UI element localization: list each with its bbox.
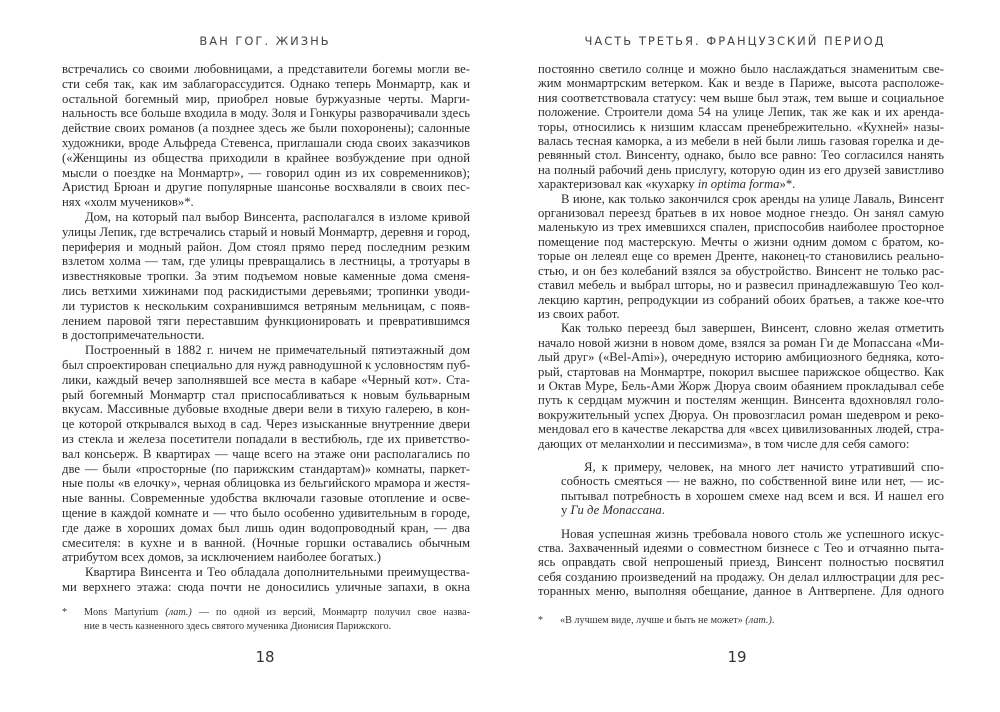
text-line: торанных меню, выполняя обещание, данное в Антверпене. Для одного: [538, 584, 944, 599]
text-line: торы, относились к низшим классам пренебрежительно. «Кухней» назы-: [538, 119, 944, 134]
text-line: В июне, как только закончился срок аренды на улице Лаваль, Винсент: [561, 191, 944, 206]
footnote-text: [84, 606, 470, 633]
paragraph: [62, 210, 470, 343]
text-line: в достопримечательности.: [62, 328, 205, 343]
text-line: («Женщины из общества приходили в крайнее возбуждение при одной: [62, 150, 470, 165]
footnote-mark: *: [62, 607, 68, 618]
page-body: [538, 62, 944, 599]
text-line: Построенный в 1882 г. ничем не примечательный пятиэтажный дом: [85, 343, 470, 358]
text-line: ревянный стол. Винсенту, однако, было все равно: Тео согласился нанять: [538, 148, 944, 163]
paragraph: [62, 62, 470, 210]
text-line: ли туристов к нескольким сохранившимся ветряным мельницам, с появ-: [62, 298, 470, 313]
text-line: смесителя: в кухне и в ванной. (Ночные горшки оставались обычным: [62, 535, 470, 550]
footnote-line: [84, 606, 470, 620]
text-line: ные полы «в елочку», черная облицовка из бельгийского мрамора и жестя-: [62, 476, 470, 491]
running-head: ВАН ГОГ. ЖИЗНЬ: [199, 34, 331, 48]
text-line: нях «холм мучеников»*.: [62, 195, 194, 210]
footnote: [62, 606, 470, 633]
italic-text: Ги де Мопассана: [570, 503, 662, 518]
footnote-mark: *: [538, 615, 544, 626]
footnote-line: [560, 614, 944, 628]
text-line: Аристид Брюан и другие популярные шансонье восхваляли в своих пес-: [62, 180, 470, 195]
text-line: ные ванны. Современные удобства включали газовые отопление и осве-: [62, 491, 470, 506]
text-line: мендовал его в качестве лекарства для «всех цивилизованных людей, стра-: [538, 422, 944, 437]
text-line: постоянно светило солнце и можно было наслаждаться знаменитым све-: [538, 62, 944, 76]
text-line: действие своих романов (а позднее здесь же были похоронены); салонные: [62, 121, 470, 136]
footnote-line: ние в честь казненного здесь святого мученика Дионисия Парижского.: [84, 620, 392, 632]
text-line: лекцию картин, репродукции из собраний обоих братьев, а также кое-что: [538, 292, 944, 307]
text-line: щение в каждой комнате и — что было особенно удивительным в городе,: [62, 505, 470, 520]
text-segment: .: [771, 615, 775, 626]
paragraph: [538, 62, 944, 192]
paragraph: [62, 565, 470, 595]
text-line: ства. Захваченный идеями о совместном бизнесе с Тео и отчаянно пыта-: [538, 541, 944, 555]
text-line: Квартира Винсента и Тео обладала дополнительными преимущества-: [85, 565, 470, 580]
paragraph: [538, 321, 944, 451]
text-line: дающих от меланхолии и пессимизма», в том числе для себя самого:: [538, 436, 910, 451]
text-line: себя созданию произведений на продажу. Он делал иллюстрации для рес-: [538, 569, 944, 584]
text-line: сти себя так, как им заблагорассудится. Однако теперь Монмартр, как и: [62, 76, 470, 91]
text-segment: »*.: [779, 177, 796, 192]
text-segment: у: [561, 503, 571, 518]
text-line: валась тесная каморка, а из мебели в ней были лишь газовая горелка и де-: [538, 134, 944, 149]
text-line: рый богемный Монмартр стал приспосабливаться к новым бульварным: [62, 387, 470, 402]
right-page: [500, 0, 1000, 712]
text-line: известняковые тропки. За этим подъемом новые каменные дома сменя-: [62, 269, 470, 284]
text-line: из стекла и железа посетители попадали в вестибюль, где их приветство-: [62, 431, 470, 446]
text-line: лый друг» («Bel-Ami»), очередную историю амбициозного бедняка, кото-: [538, 350, 944, 365]
footnote: [538, 614, 944, 628]
text-line: взлетом холма — там, где улицы превращались в лестницы, а тротуары в: [62, 254, 470, 269]
text-segment: характеризовал как «кухарку: [538, 177, 698, 192]
text-line: лением паровой тяги переставшим функционировать и превратившимся: [62, 313, 470, 328]
text-segment: .: [661, 503, 665, 518]
italic-text: in optima forma: [697, 177, 780, 192]
text-line: жим монмартрским ветерком. Как и везде в Париже, высота расположе-: [538, 76, 944, 91]
text-line: мысли о поездке на Монмартр», — говорил один из их современников);: [62, 165, 470, 180]
text-line: [561, 503, 944, 517]
text-line: встречались со своими любовницами, а представители богемы могли ве-: [62, 62, 470, 76]
text-line: где даже в хороших домах был лишь один водопроводный кран, — два: [62, 520, 470, 535]
text-line: остальной богемный мир, приобрел новые буржуазные черты. Марги-: [62, 91, 470, 106]
text-line: ния соответствовала статусу: чем выше был этаж, тем выше и социальное: [538, 90, 944, 105]
text-line: це которой открывался выход в сад. Через изысканные внутренние двери: [62, 417, 470, 432]
text-line: из своих работ.: [538, 306, 620, 321]
paragraph: [62, 343, 470, 565]
footnote-text: [560, 614, 944, 628]
page-number: 18: [255, 648, 275, 666]
text-line: собность смеяться — не важно, по собственной вине или нет, — ис-: [561, 474, 944, 489]
text-line: художники, вроде Альфреда Стевенса, приглашали сюда своих заказчиков: [62, 135, 470, 150]
text-line: стью, и он без колебаний взялся за обустройство. Винсент не только рас-: [538, 263, 944, 278]
text-line: вал консьерж. В квартирах — чаще всего на этаже они располагались по: [62, 446, 470, 461]
text-line: маленькую из трех имевшихся спален, приспособив наиболее просторное: [538, 220, 944, 235]
text-line: улицы Лепик, где встречались старый и новый Монмартр, деревня и город,: [62, 224, 470, 239]
text-line: Я, к примеру, человек, на много лет начисто утративший спо-: [584, 459, 944, 474]
text-line: на полный рабочий день прислугу, которую один из его друзей завистливо: [538, 162, 944, 177]
text-line: ставил мебель и выбрал шторы, но и развесил принадлежавшую Тео кол-: [538, 278, 944, 293]
text-line: и Октав Муре, Бель-Ами Жорж Дюруа своим обаянием прокладывал себе: [538, 378, 944, 393]
running-head: ЧАСТЬ ТРЕТЬЯ. ФРАНЦУЗСКИЙ ПЕРИОД: [584, 34, 886, 48]
text-line: Новая успешная жизнь требовала нового столь же успешного искус-: [561, 526, 944, 541]
text-line: атрибутом всех домов, за исключением наиболее богатых.): [62, 550, 381, 565]
page-number: 19: [727, 648, 747, 666]
text-line: ми верхнего этажа: сюда почти не доносились уличные запахи, в окна: [62, 579, 470, 594]
text-line: две — были «просторные (по парижским стандартам)» комнаты, паркет-: [62, 461, 470, 476]
text-line: лись ветхими хижинами под раскидистыми деревьями; тропинки уводи-: [62, 283, 470, 298]
paragraph: [538, 527, 944, 599]
italic-text: (лат.): [165, 607, 192, 618]
text-line: нальность все больше входила в моду. Золя и Гонкуры разворачивали здесь: [62, 106, 470, 121]
text-line: путь к сердцам мужчин и постелям женщин. Винсента вдохновлял голо-: [538, 393, 944, 408]
text-segment: Mons Martyrium: [84, 607, 166, 618]
text-line: пытывал потребность в хорошем смехе над всем и вся. И нашел его: [561, 488, 944, 503]
text-segment: «В лучшем виде, лучше и быть не может»: [560, 615, 746, 626]
page-body: [62, 62, 470, 595]
text-line: лики, каждый вечер заполнявшей все места в кабаре «Черный кот». Ста-: [62, 372, 470, 387]
text-line: [538, 177, 944, 191]
text-segment: — по одной из версий, Монмартр получил свое назва-: [191, 607, 470, 618]
text-line: вкусам. Массивные дубовые входные двери вели в тихую галерею, в кон-: [62, 402, 470, 417]
block-quote: [561, 460, 944, 518]
text-line: организовал переезд братьев в их новое модное гнездо. Он занял самую: [538, 206, 944, 221]
text-line: был спроектирован специально для нужд равнодушной к условностям пуб-: [62, 357, 471, 372]
paragraph: [538, 192, 944, 322]
text-line: торые он лелеял еще со времен Дренте, наконец-то становились реально-: [538, 249, 944, 264]
text-line: положение. Строители дома 54 на улице Лепик, так же как и их аренда-: [538, 105, 944, 120]
text-line: Как только переезд был завершен, Винсент, словно желая отметить: [561, 321, 944, 336]
text-line: ясь оправдать свой непрошеный приезд, Винсент полностью посвятил: [538, 555, 944, 570]
text-line: Дом, на который пал выбор Винсента, располагался в изломе кривой: [85, 209, 470, 224]
text-line: вокружительный успех Дюруа. Он провозгласил роман шедевром и реко-: [538, 407, 944, 422]
italic-text: (лат.): [745, 615, 772, 626]
text-line: рый, стартовав на Монмартре, покорил высшее парижское общество. Как: [538, 364, 944, 379]
text-line: помещение под мастерскую. Мечты о жизни одним домом с братом, ко-: [538, 234, 944, 249]
text-line: периферия и модный район. Дом стоял прямо перед последним резким: [62, 239, 470, 254]
text-line: начало новой жизни в новом доме, взялся за роман Ги де Мопассана «Ми-: [538, 335, 944, 350]
